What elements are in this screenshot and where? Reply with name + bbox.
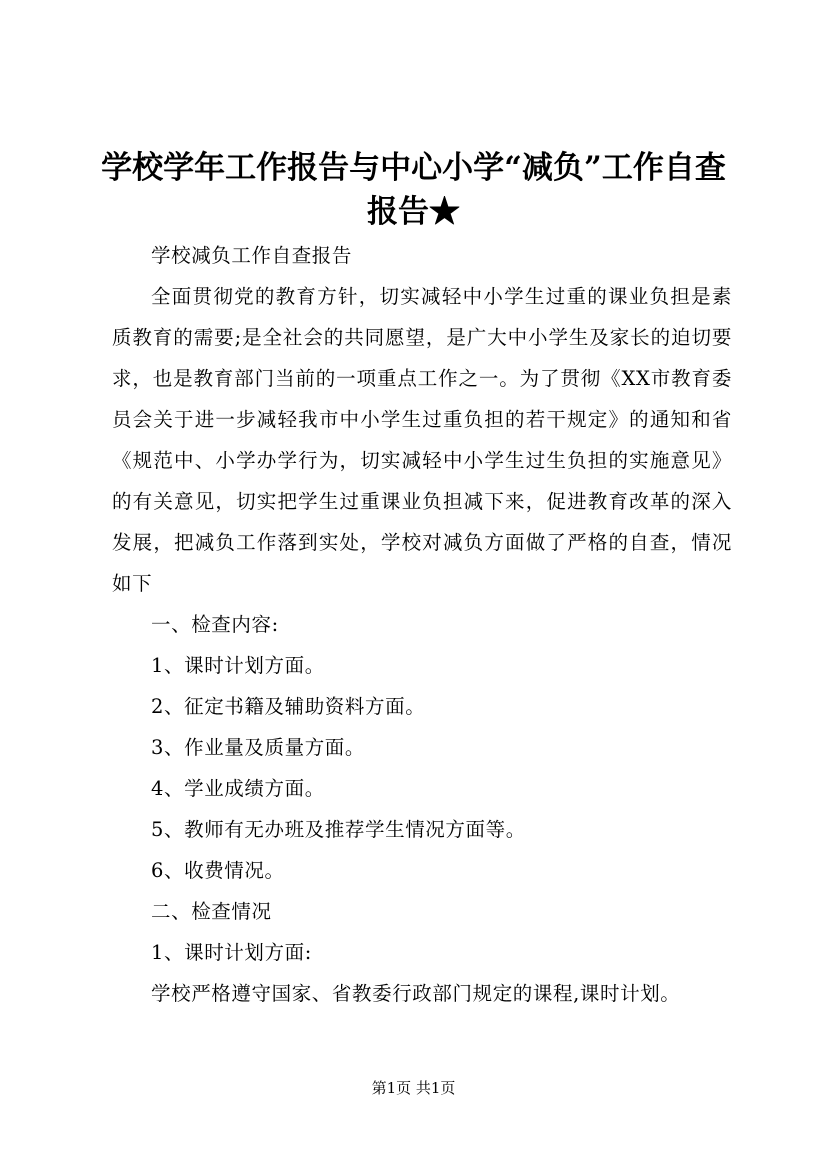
list-item: 6、收费情况。: [151, 859, 285, 882]
list-item: 3、作业量及质量方面。: [151, 736, 366, 759]
list-item: 2、征定书籍及辅助资料方面。: [151, 695, 426, 718]
document-title: 学校学年工作报告与中心小学“减负”工作自查报告★: [101, 150, 726, 230]
list-item: 4、学业成绩方面。: [151, 777, 325, 800]
paragraph-body: 学校严格遵守国家、省教委行政部门规定的课程,课时计划。: [151, 982, 681, 1005]
section-heading-check-status: 二、检查情况: [151, 900, 272, 923]
list-item: 1、课时计划方面。: [151, 654, 325, 677]
paragraph-subtitle: 学校减负工作自查报告: [151, 244, 353, 267]
paragraph-intro: 全面贯彻党的教育方针，切实减轻中小学生过重的课业负担是素质教育的需要;是全社会的共同愿望，是广大中小学生及家长的迫切要求，也是教育部门当前的一项重点工作之一。为了贯彻《XX市教育委员会关于进一步减轻我市中小学生过重负担的若干规定》的通知和省《规范中、小学办学行为，切实减轻中小学生过生负担的实施意见》的有关意见，切实把学生过重课业负担减下来，促进教育改革的深入发展，把减负工作落到实处，学校对减负方面做了严格的自查，情况如下: [112, 285, 732, 595]
section-heading-check-content: 一、检查内容:: [151, 613, 279, 636]
page-footer: 第1页 共1页: [371, 1079, 456, 1097]
list-item: 5、教师有无办班及推荐学生情况方面等。: [151, 818, 526, 841]
subsection-heading: 1、课时计划方面:: [151, 941, 312, 964]
document-body: [112, 235, 732, 1014]
